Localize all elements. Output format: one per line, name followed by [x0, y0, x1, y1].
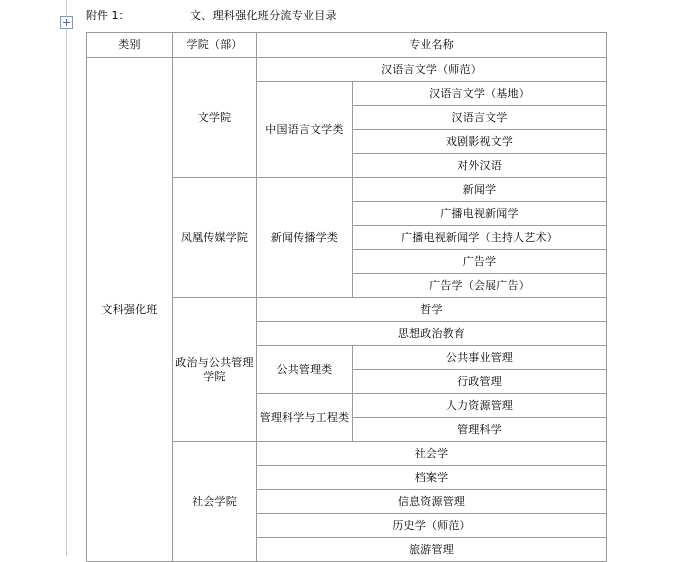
- cell-college: 社会学院: [173, 442, 257, 562]
- cell-major: 广告学（会展广告）: [353, 274, 607, 298]
- expand-plus-icon[interactable]: [60, 16, 73, 29]
- cell-major: 新闻学: [353, 178, 607, 202]
- attachment-label: 附件 1：: [86, 9, 130, 22]
- cell-major-group: 管理科学与工程类: [257, 394, 353, 442]
- cell-major: 思想政治教育: [257, 322, 607, 346]
- table-row: [87, 58, 607, 82]
- cell-major: 历史学（师范）: [257, 514, 607, 538]
- cell-major: 社会学: [257, 442, 607, 466]
- cell-major: 管理科学: [353, 418, 607, 442]
- cell-college: 文学院: [173, 58, 257, 178]
- page-left-rule: [66, 0, 67, 556]
- table-body: [87, 58, 607, 562]
- table-header-row: [87, 33, 607, 58]
- cell-major: 广播电视新闻学: [353, 202, 607, 226]
- cell-major: 哲学: [257, 298, 607, 322]
- cell-major: 汉语言文学（基地）: [353, 82, 607, 106]
- cell-major-group: 新闻传播学类: [257, 178, 353, 298]
- document-body: [86, 8, 606, 562]
- header-major: 专业名称: [257, 33, 607, 58]
- page-title: 文、理科强化班分流专业目录: [190, 9, 337, 22]
- cell-major: 公共事业管理: [353, 346, 607, 370]
- header-college: 学院（部）: [173, 33, 257, 58]
- cell-major-group: 公共管理类: [257, 346, 353, 394]
- cell-major: 戏剧影视文学: [353, 130, 607, 154]
- cell-college: 凤凰传媒学院: [173, 178, 257, 298]
- cell-college: 政治与公共管理学院: [173, 298, 257, 442]
- header-category: 类别: [87, 33, 173, 58]
- cell-major: 信息资源管理: [257, 490, 607, 514]
- cell-major-group: 中国语言文学类: [257, 82, 353, 178]
- cell-major: 汉语言文学（师范）: [257, 58, 607, 82]
- cell-major: 广播电视新闻学（主持人艺术）: [353, 226, 607, 250]
- cell-major: 广告学: [353, 250, 607, 274]
- cell-major: 行政管理: [353, 370, 607, 394]
- cell-major: 汉语言文学: [353, 106, 607, 130]
- cell-major: 档案学: [257, 466, 607, 490]
- major-catalog-table: [86, 32, 607, 562]
- cell-major: 旅游管理: [257, 538, 607, 562]
- cell-major: 人力资源管理: [353, 394, 607, 418]
- cell-major: 对外汉语: [353, 154, 607, 178]
- cell-category: 文科强化班: [87, 58, 173, 562]
- document-title-line: [86, 8, 606, 24]
